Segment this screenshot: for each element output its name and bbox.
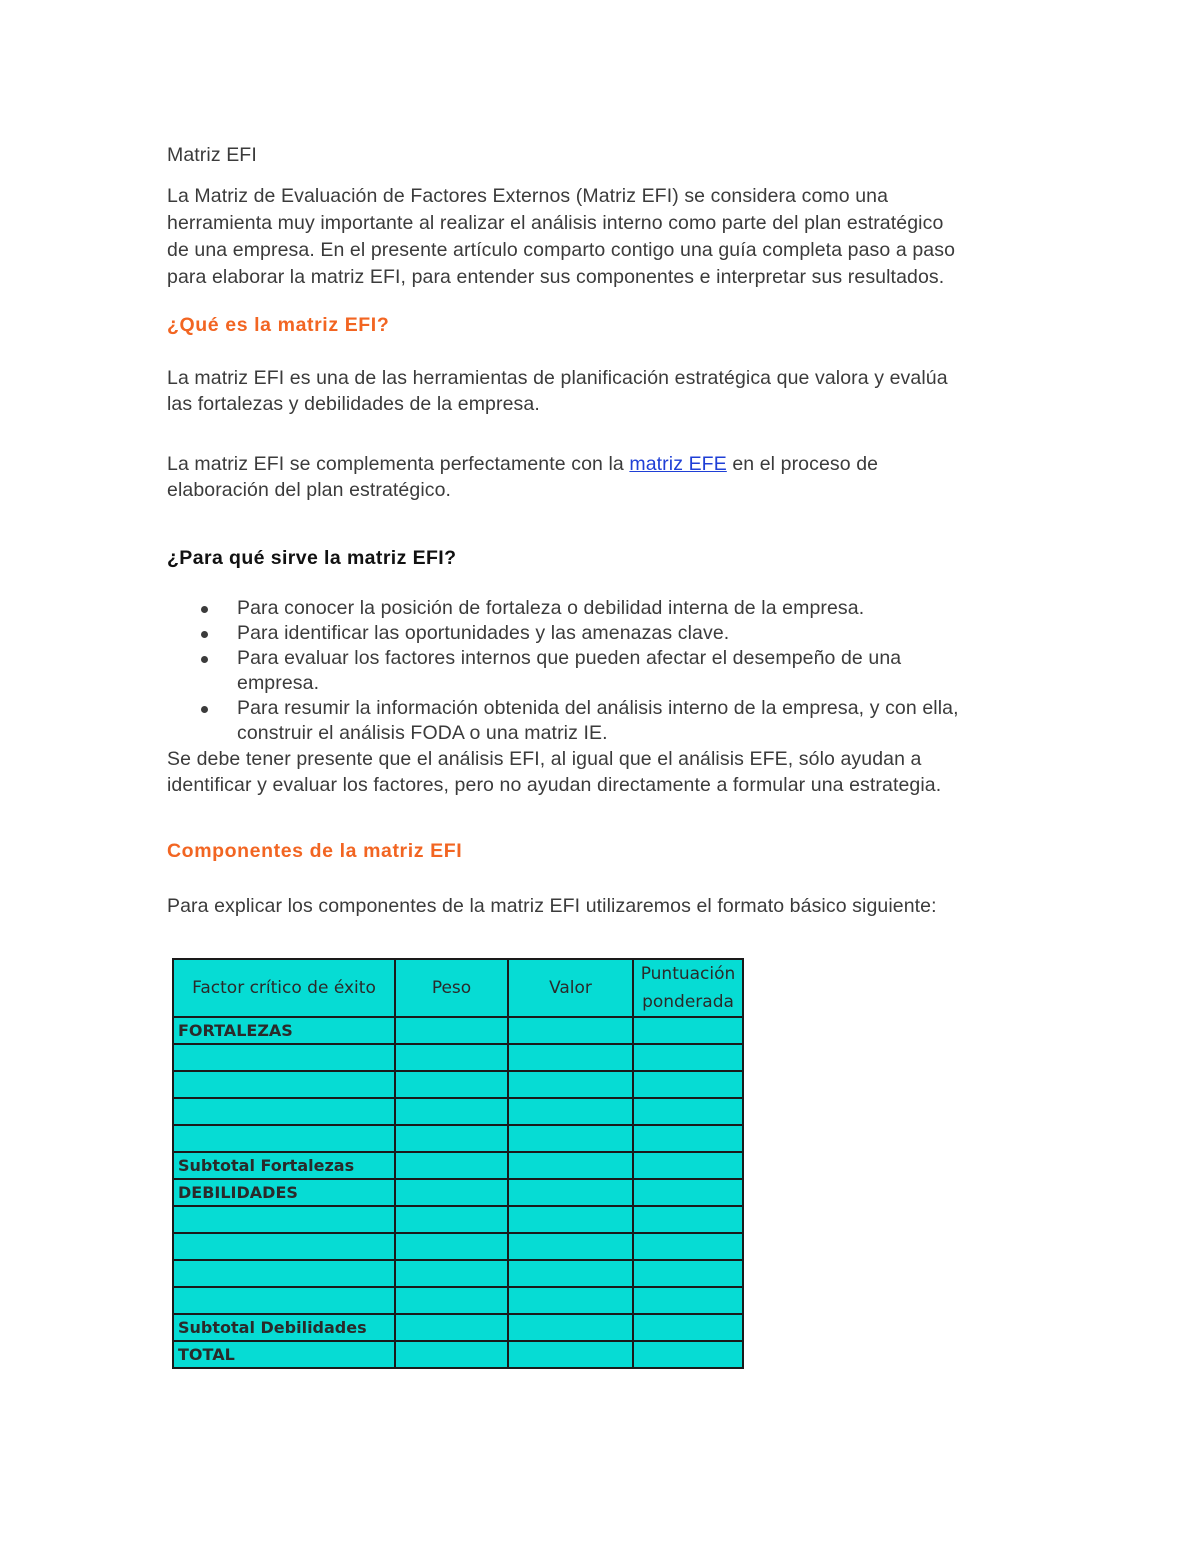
table-row (173, 1314, 743, 1341)
table-row (173, 1179, 743, 1206)
header-factor: Factor crítico de éxito (173, 959, 395, 1017)
table-row (173, 1341, 743, 1368)
document-title: Matriz EFI (167, 144, 257, 166)
header-peso: Peso (395, 959, 508, 1017)
bullet-icon (201, 606, 208, 613)
header-valor: Valor (508, 959, 633, 1017)
row-label: TOTAL (173, 1341, 395, 1368)
section-heading-que-es: ¿Qué es la matriz EFI? (167, 314, 390, 336)
matriz-efe-link[interactable]: matriz EFE (629, 453, 727, 475)
list-item: Para evaluar los factores internos que pueden afectar el desempeño de una empresa. (167, 646, 1047, 696)
table-row (173, 1017, 743, 1044)
row-label (173, 1233, 395, 1260)
header-puntuacion: Puntuación ponderada (633, 959, 743, 1017)
row-label (173, 1287, 395, 1314)
row-label: Subtotal Debilidades (173, 1314, 395, 1341)
intro-line-4: para elaborar la matriz EFI, para entender sus componentes e interpretar sus resultados. (167, 266, 945, 288)
table-row (173, 1152, 743, 1179)
efi-matrix-table (172, 958, 744, 1369)
table-row (173, 1287, 743, 1314)
section3-para: Para explicar los componentes de la matriz EFI utilizaremos el formato básico siguiente: (167, 895, 937, 917)
section1-para2-line2: elaboración del plan estratégico. (167, 479, 452, 501)
section1-para2-text-after: en el proceso de (726, 453, 879, 475)
section1-para1-line2: las fortalezas y debilidades de la empresa. (167, 393, 540, 415)
table-row (173, 1071, 743, 1098)
table-row (173, 1206, 743, 1233)
list-item: Para resumir la información obtenida del análisis interno de la empresa, y con ella, construir el análisis FODA o una matriz IE. (167, 696, 1047, 746)
row-label (173, 1044, 395, 1071)
intro-line-2: herramienta muy importante al realizar el análisis interno como parte del plan estratégico (167, 212, 944, 234)
intro-line-1: La Matriz de Evaluación de Factores Externos (Matriz EFI) se considera como una (167, 185, 889, 207)
section2-note-line2: identificar y evaluar los factores, pero no ayudan directamente a formular una estrategia. (167, 774, 942, 796)
intro-line-3: de una empresa. En el presente artículo comparto contigo una guía completa paso a paso (167, 239, 956, 261)
purpose-list (167, 596, 1047, 746)
table-row (173, 1260, 743, 1287)
section-heading-componentes: Componentes de la matriz EFI (167, 840, 463, 862)
table-row (173, 1125, 743, 1152)
row-label (173, 1098, 395, 1125)
bullet-icon (201, 631, 208, 638)
row-label (173, 1260, 395, 1287)
row-label (173, 1125, 395, 1152)
section1-para1-line1: La matriz EFI es una de las herramientas de planificación estratégica que valora y evalúa (167, 367, 948, 389)
section-heading-para-que-sirve: ¿Para qué sirve la matriz EFI? (167, 547, 457, 569)
row-label (173, 1206, 395, 1233)
bullet-icon (201, 656, 208, 663)
list-item: Para identificar las oportunidades y las amenazas clave. (167, 621, 1047, 646)
table-row (173, 1098, 743, 1125)
section1-para2-text: La matriz EFI se complementa perfectamente con la (167, 453, 630, 475)
table-row (173, 1233, 743, 1260)
table-header-row (173, 959, 743, 1017)
section1-para2-line1 (167, 451, 878, 478)
row-label (173, 1071, 395, 1098)
row-label: FORTALEZAS (173, 1017, 395, 1044)
row-label: DEBILIDADES (173, 1179, 395, 1206)
table-row (173, 1044, 743, 1071)
list-item: Para conocer la posición de fortaleza o debilidad interna de la empresa. (167, 596, 1047, 621)
section2-note-line1: Se debe tener presente que el análisis EFI, al igual que el análisis EFE, sólo ayudan a (167, 748, 922, 770)
bullet-icon (201, 706, 208, 713)
row-label: Subtotal Fortalezas (173, 1152, 395, 1179)
